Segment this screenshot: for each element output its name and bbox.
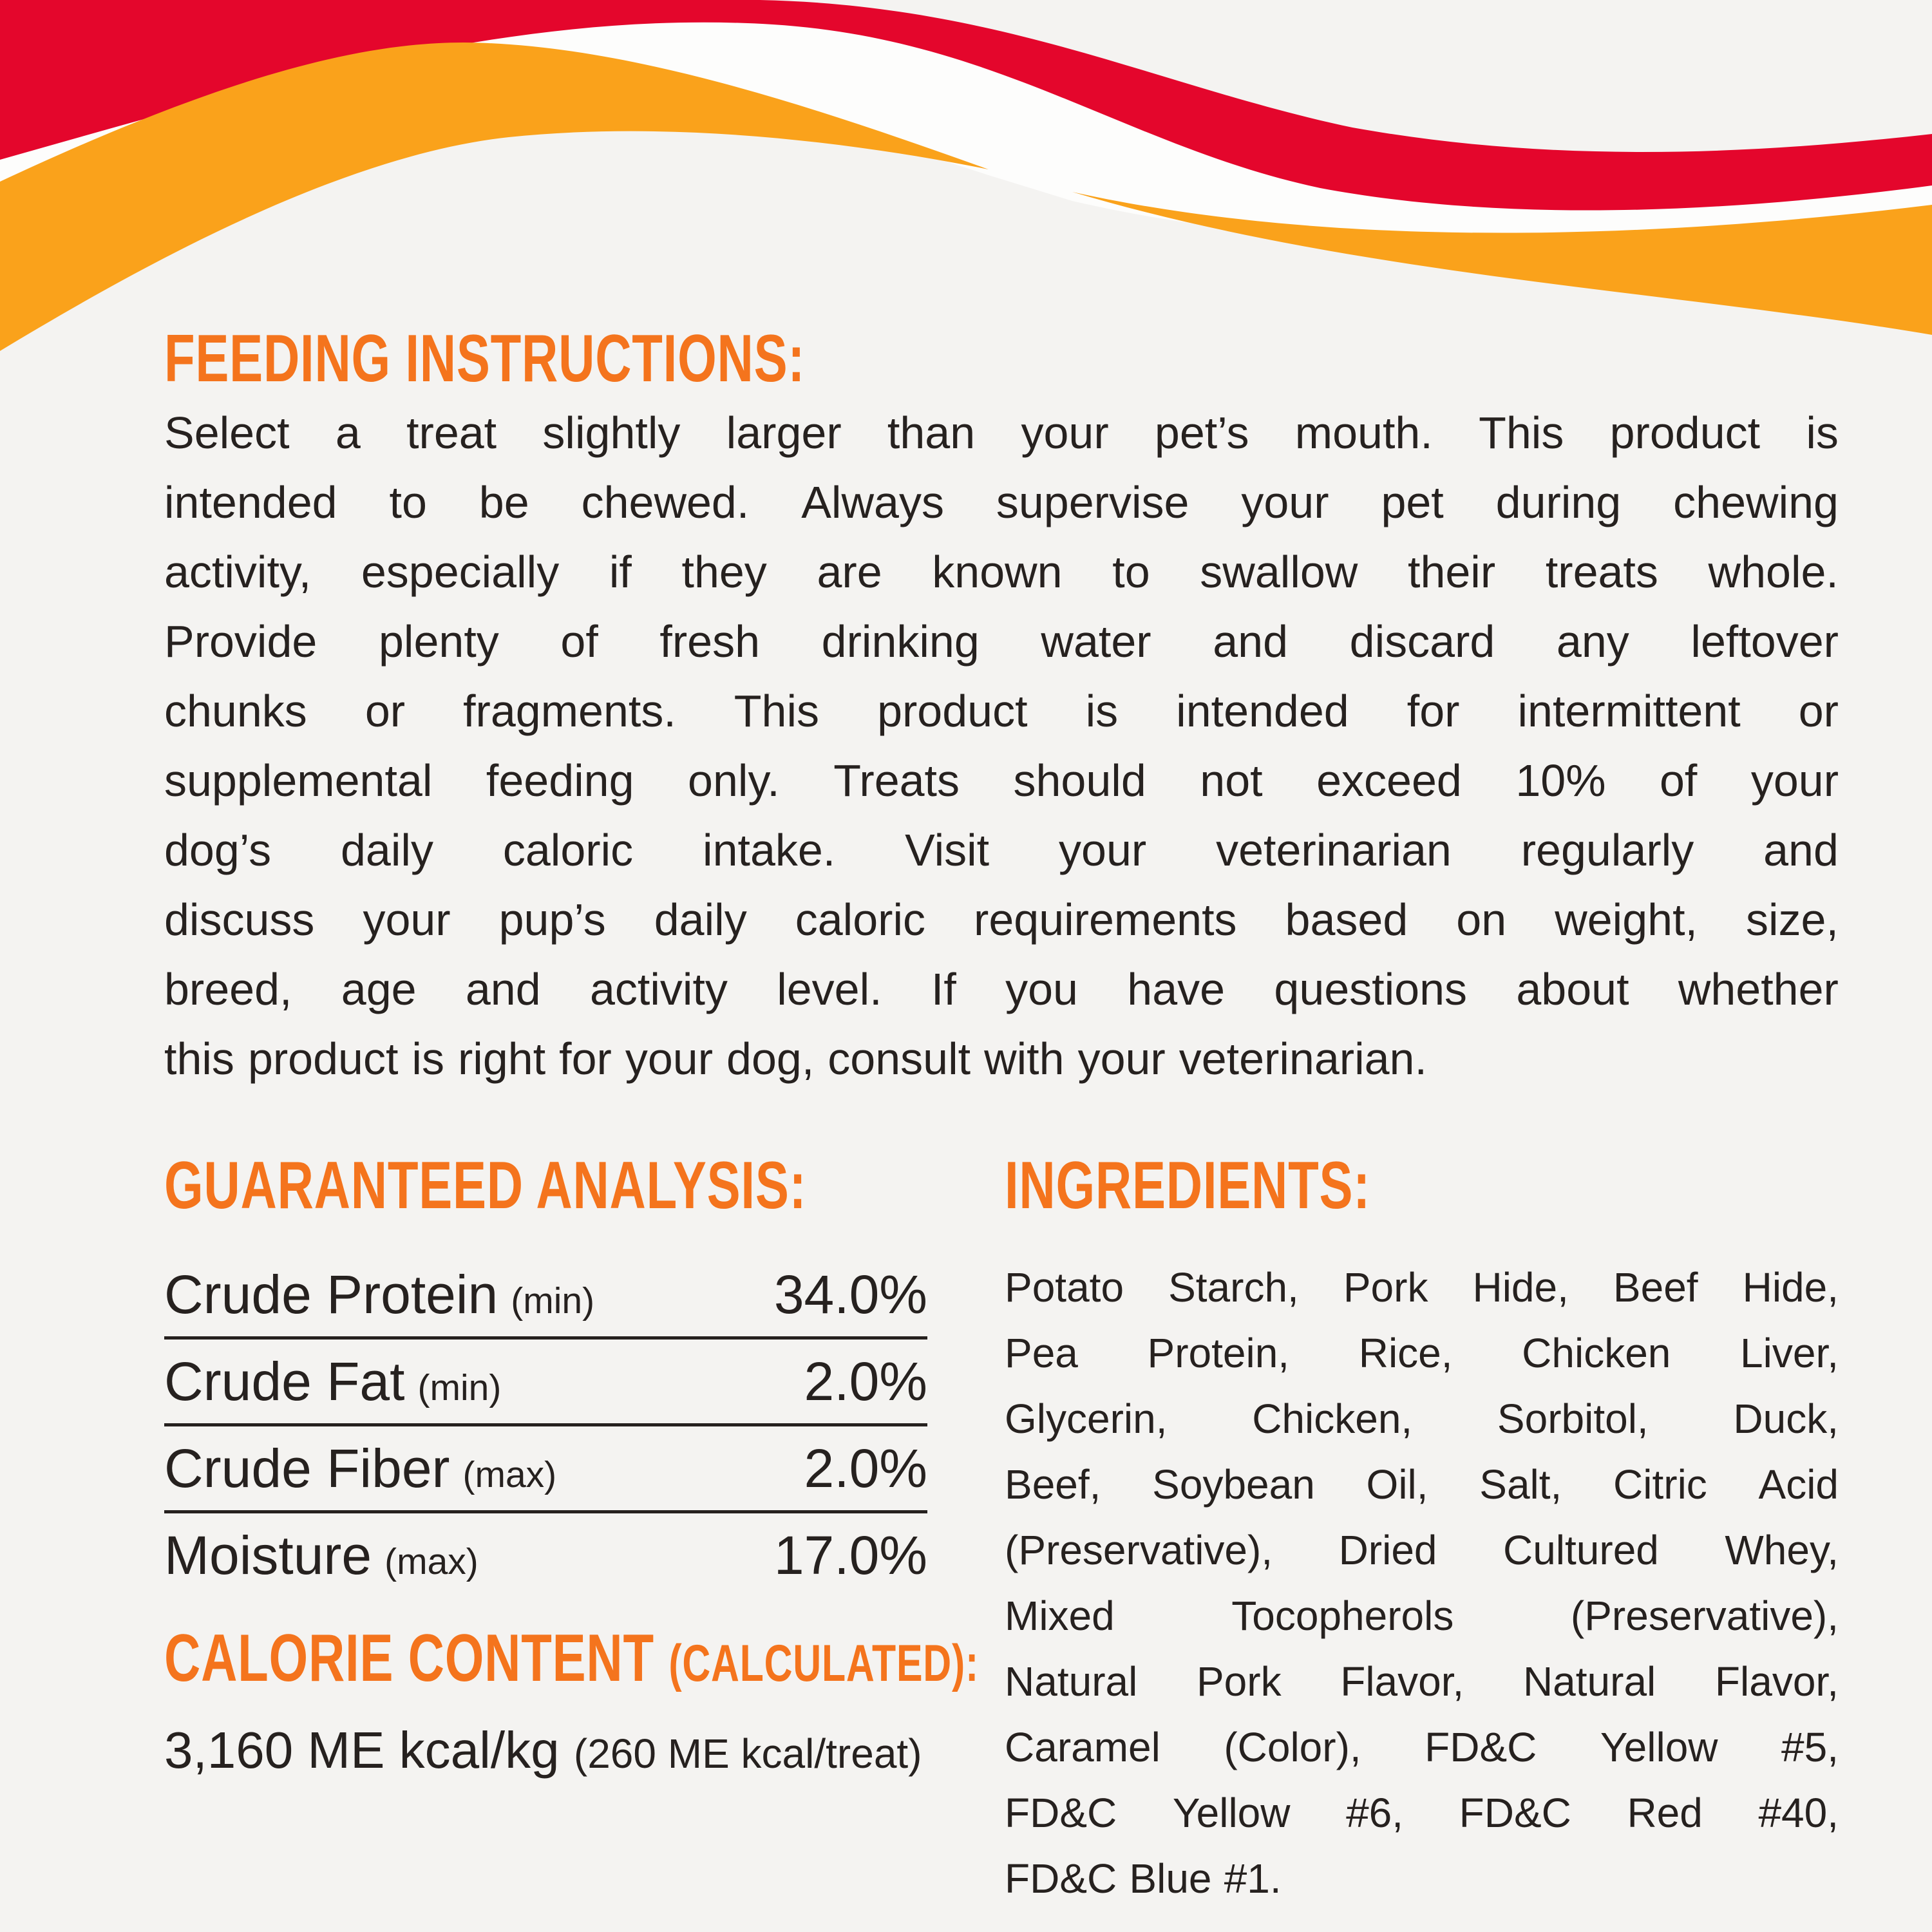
nutrient-value: 2.0% [804,1350,927,1412]
text-line: Potato Starch, Pork Hide, Beef Hide, [1005,1264,1839,1311]
text-line: this product is right for your dog, consult with your veterinarian. [164,1034,1427,1084]
table-row [164,1340,927,1426]
guaranteed-analysis-heading: GUARANTEED ANALYSIS: [164,1148,807,1223]
text-line: Natural Pork Flavor, Natural Flavor, [1005,1658,1839,1705]
table-row [164,1426,927,1513]
calorie-content-heading-main: CALORIE CONTENT [164,1621,654,1696]
table-row [164,1253,927,1340]
nutrient-qualifier: (max) [462,1454,557,1495]
text-line: intended to be chewed. Always supervise your pet during chewing [164,477,1839,527]
text-line: discuss your pup’s daily caloric requirements based on weight, size, [164,895,1839,945]
nutrient-value: 2.0% [804,1437,927,1499]
text-line: Beef, Soybean Oil, Salt, Citric Acid [1005,1461,1839,1508]
text-line: breed, age and activity level. If you have questions about whether [164,964,1839,1014]
text-line: Caramel (Color), FD&C Yellow #5, [1005,1724,1839,1770]
text-line: supplemental feeding only. Treats should not exceed 10% of your [164,755,1839,806]
nutrient-qualifier: (max) [384,1540,478,1582]
nutrient-label: Crude Protein [164,1264,498,1325]
nutrient-value: 17.0% [773,1524,927,1586]
nutrient-label: Crude Fat [164,1350,405,1412]
calorie-value-suffix: (260 ME kcal/treat) [573,1730,922,1777]
ingredients-text [1005,1255,1839,1911]
calorie-content-heading-suffix: (CALCULATED): [668,1634,979,1692]
text-line: (Preservative), Dried Cultured Whey, [1005,1527,1839,1573]
nutrient-qualifier: (min) [417,1367,502,1408]
feeding-instructions-heading: FEEDING INSTRUCTIONS: [164,321,806,396]
text-line: dog’s daily caloric intake. Visit your veterinarian regularly and [164,825,1839,875]
calorie-value-main: 3,160 ME kcal/kg [164,1721,560,1779]
text-line: chunks or fragments. This product is intended for intermittent or [164,686,1839,736]
text-line: Mixed Tocopherols (Preservative), [1005,1593,1839,1639]
text-line: Pea Protein, Rice, Chicken Liver, [1005,1330,1839,1376]
text-line: Provide plenty of fresh drinking water and discard any leftover [164,616,1839,667]
guaranteed-analysis-table [164,1253,927,1597]
calorie-content-value [164,1721,922,1780]
nutrient-label: Crude Fiber [164,1437,450,1499]
ingredients-heading: INGREDIENTS: [1005,1148,1371,1223]
text-line: activity, especially if they are known to swallow their treats whole. [164,547,1839,597]
feeding-instructions-text [164,398,1839,1094]
text-line: Glycerin, Chicken, Sorbitol, Duck, [1005,1396,1839,1442]
text-line: FD&C Yellow #6, FD&C Red #40, [1005,1790,1839,1836]
nutrient-value: 34.0% [773,1264,927,1325]
text-line: Select a treat slightly larger than your pet’s mouth. This product is [164,408,1839,458]
nutrient-label: Moisture [164,1524,372,1586]
text-line: FD&C Blue #1. [1005,1855,1282,1902]
table-row [164,1513,927,1597]
nutrient-qualifier: (min) [511,1280,595,1321]
calorie-content-heading [164,1620,979,1697]
